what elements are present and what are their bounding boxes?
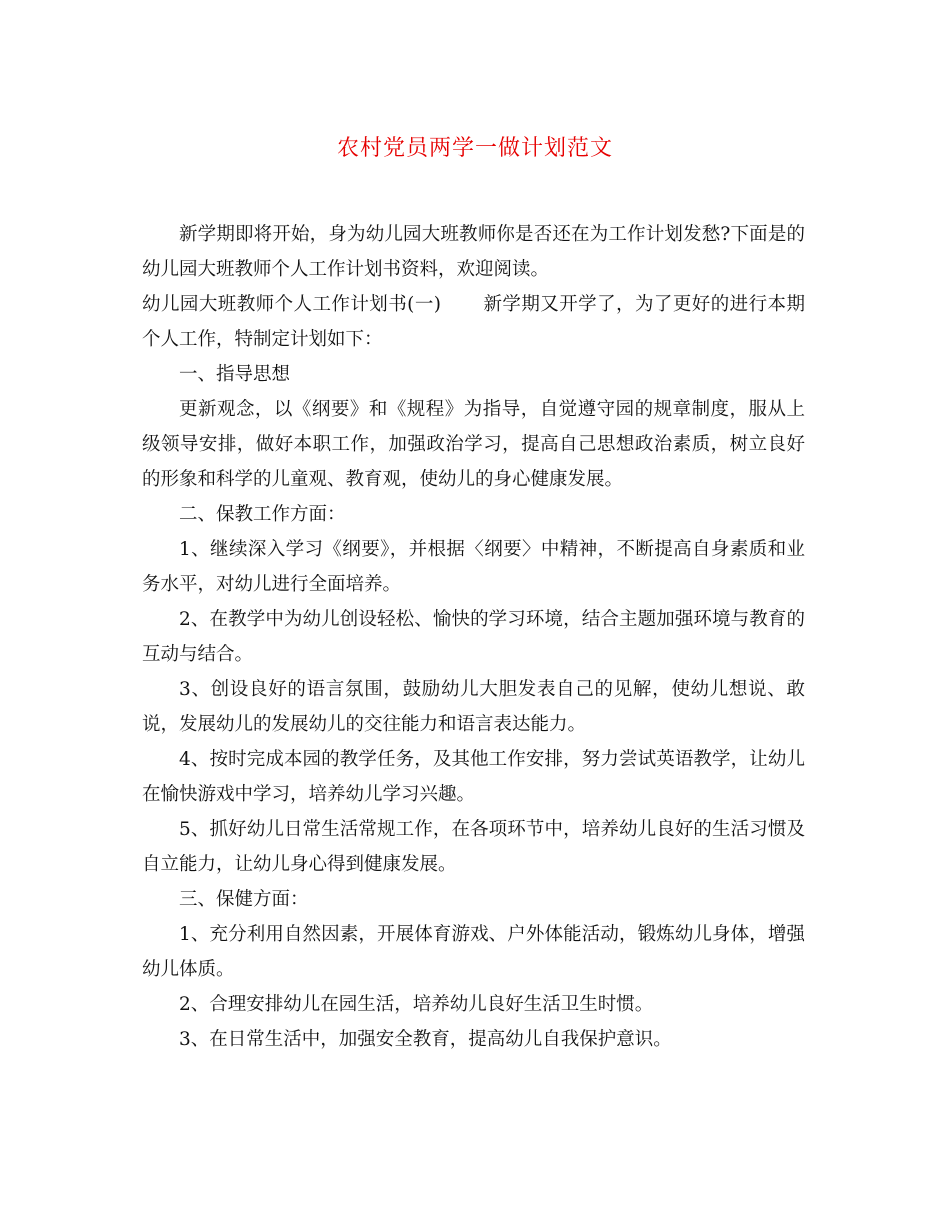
list-item-education-5: 5、抓好幼儿日常生活常规工作，在各项环节中，培养幼儿良好的生活习惯及自立能力，让幼儿身心得到健康发展。: [142, 819, 805, 875]
list-item-health-1: 1、充分利用自然因素，开展体育游戏、户外体能活动，锻炼幼儿身体，增强幼儿体质。: [142, 924, 805, 980]
list-item-health-3: 3、在日常生活中，加强安全教育，提高幼儿自我保护意识。: [179, 1029, 672, 1050]
paragraph-intro: 新学期即将开始，身为幼儿园大班教师你是否还在为工作计划发愁?下面是的幼儿园大班教师个人工作计划书资料，欢迎阅读。: [142, 224, 805, 280]
document-body: [142, 217, 805, 1057]
paragraph-guiding-thought: 更新观念，以《纲要》和《规程》为指导，自觉遵守园的规章制度，服从上级领导安排，做好本职工作，加强政治学习，提高自己思想政治素质，树立良好的形象和科学的儿童观、教育观，使幼儿的身心健康发展。: [142, 399, 805, 490]
list-item-education-1: 1、继续深入学习《纲要》，并根据〈纲要〉中精神，不断提高自身素质和业务水平，对幼儿进行全面培养。: [142, 539, 805, 595]
paragraph-plan-heading: [142, 287, 805, 357]
section-heading-education-work: 二、保教工作方面：: [179, 504, 346, 525]
section-heading-health-care: 三、保健方面：: [179, 889, 309, 910]
document-title: 农村党员两学一做计划范文: [336, 136, 613, 161]
plan-heading-title: 幼儿园大班教师个人工作计划书(一): [142, 294, 441, 315]
list-item-education-4: 4、按时完成本园的教学任务，及其他工作安排，努力尝试英语教学，让幼儿在愉快游戏中学习，培养幼儿学习兴趣。: [142, 749, 805, 805]
section-heading-guiding-thought: 一、指导思想: [179, 364, 291, 385]
list-item-health-2: 2、合理安排幼儿在园生活，培养幼儿良好生活卫生时惯。: [179, 994, 654, 1015]
list-item-education-2: 2、在教学中为幼儿创设轻松、愉快的学习环境，结合主题加强环境与教育的互动与结合。: [142, 609, 805, 665]
list-item-education-3: 3、创设良好的语言氛围，鼓励幼儿大胆发表自己的见解，使幼儿想说、敢说，发展幼儿的发展幼儿的交往能力和语言表达能力。: [142, 679, 805, 735]
plan-heading-intro: 新学期又开学了，为了更好的进行本期个人工作，特制定计划如下：: [142, 294, 805, 350]
